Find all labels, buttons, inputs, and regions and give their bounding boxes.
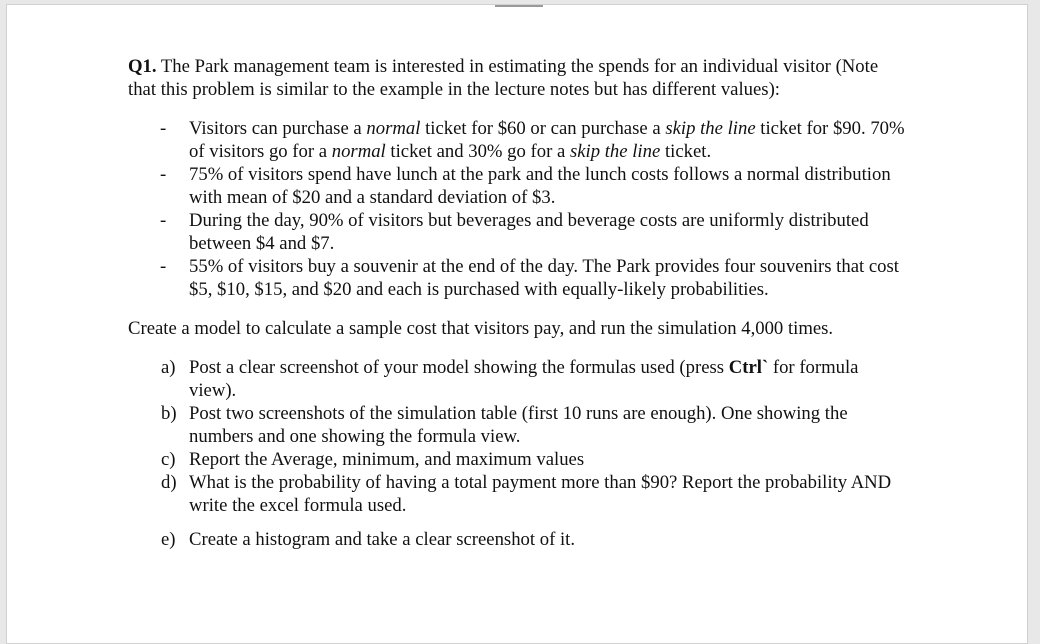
text-run: ticket for $60 or can purchase a bbox=[420, 118, 666, 139]
task-statement: Create a model to calculate a sample cost that visitors pay, and run the simulation 4,000 times. bbox=[128, 318, 834, 339]
part-text: What is the probability of having a total payment more than $90? Report the probability AND write the excel formula used. bbox=[189, 472, 892, 516]
text-run: ticket and 30% go for a bbox=[385, 141, 570, 162]
question-intro bbox=[128, 55, 908, 101]
part-marker: b) bbox=[161, 403, 177, 424]
text-run: Post a clear screenshot of your model showing the formulas used (press bbox=[189, 357, 729, 378]
dash-marker: - bbox=[160, 164, 167, 185]
assumption-text: 55% of visitors buy a souvenir at the end of the day. The Park provides four souvenirs that cost $5, $10, $15, and $20 and each is purchased with equally-likely probabilities. bbox=[189, 256, 899, 300]
dash-marker: - bbox=[160, 256, 167, 277]
part-c bbox=[128, 448, 908, 471]
question-intro-text: The Park management team is interested in estimating the spends for an individual visitor (Note that this problem is similar to the example in the lecture notes but has different values): bbox=[128, 56, 879, 100]
italic-run: normal bbox=[366, 118, 421, 139]
assumption-text bbox=[189, 118, 905, 162]
part-text: Report the Average, minimum, and maximum values bbox=[189, 449, 585, 470]
dash-marker: - bbox=[160, 118, 167, 139]
assumption-item-souvenir bbox=[128, 255, 908, 301]
text-run: ticket for $90. 70% of visitors go for a bbox=[189, 118, 905, 162]
assumption-item-ticket bbox=[128, 117, 908, 163]
part-d bbox=[128, 471, 908, 517]
document-page bbox=[6, 4, 1028, 644]
part-text: Create a histogram and take a clear screenshot of it. bbox=[189, 529, 576, 550]
assumption-text: During the day, 90% of visitors but beverages and beverage costs are uniformly distributed between $4 and $7. bbox=[189, 210, 869, 254]
part-marker: e) bbox=[161, 529, 176, 550]
text-run: ticket. bbox=[660, 141, 712, 162]
question-number: Q1. bbox=[128, 56, 157, 77]
part-e bbox=[128, 528, 908, 551]
dash-marker: - bbox=[160, 210, 167, 231]
part-marker: c) bbox=[161, 449, 176, 470]
italic-run: skip the line bbox=[665, 118, 756, 139]
part-marker: d) bbox=[161, 472, 177, 493]
assumption-item-lunch bbox=[128, 163, 908, 209]
assumption-text: 75% of visitors spend have lunch at the park and the lunch costs follows a normal distribution with mean of $20 and a standard deviation of $3. bbox=[189, 164, 891, 208]
part-marker: a) bbox=[161, 357, 176, 378]
text-run: Visitors can purchase a bbox=[189, 118, 367, 139]
part-text: Post two screenshots of the simulation table (first 10 runs are enough). One showing the numbers and one showing the formula view. bbox=[189, 403, 848, 447]
italic-run: normal bbox=[331, 141, 386, 162]
assumption-item-beverage bbox=[128, 209, 908, 255]
italic-run: skip the line bbox=[569, 141, 661, 162]
keyboard-shortcut: Ctrl` bbox=[728, 357, 769, 378]
text-run: for formula view). bbox=[189, 357, 859, 401]
part-text bbox=[189, 357, 858, 401]
question-content bbox=[128, 55, 908, 551]
page-top-tab bbox=[495, 5, 543, 7]
assumption-list bbox=[128, 117, 908, 301]
part-a bbox=[128, 356, 908, 402]
part-b bbox=[128, 402, 908, 448]
parts-list bbox=[128, 356, 908, 551]
